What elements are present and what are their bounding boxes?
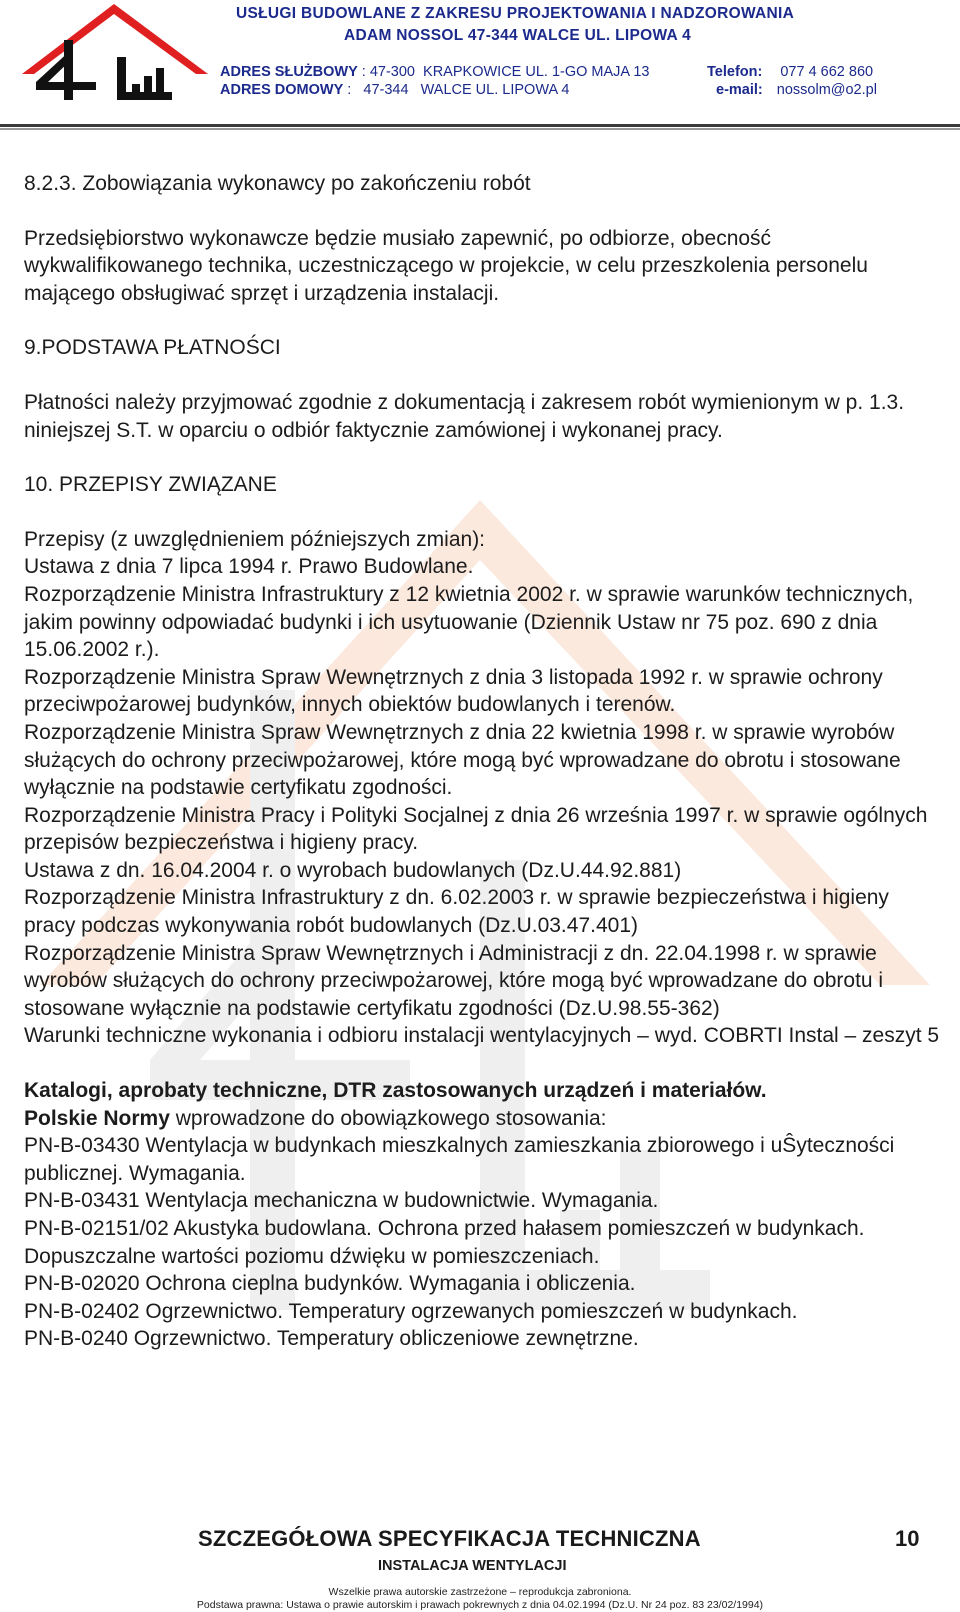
footer-subtitle: INSTALACJA WENTYLACJI bbox=[378, 1558, 567, 1574]
regulation-line: Przepisy (z uwzględnieniem późniejszych zmian): bbox=[24, 527, 486, 551]
regulation-line: Rozporządzenie Ministra Infrastruktury z dn. 6.02.2003 r. w sprawie bezpieczeństwa i higieny pracy podczas wykonywania robót budowlanych (Dz.U.03.47.401) bbox=[24, 886, 889, 938]
copyright-notice: Wszelkie prawa autorskie zastrzeżone – reprodukcja zabroniona. bbox=[328, 1586, 632, 1598]
polish-norms-intro bbox=[24, 1105, 944, 1133]
regulation-line: Rozporządzenie Ministra Spraw Wewnętrznych i Administracji z dn. 22.04.1998 r. w sprawie wyrobów służących do ochrony przeciwpożarowej, które mogą być wprowadzane do obrotu i stosowane wyłącznie na podstawie certyfikatu zgodności (Dz.U.98.55-362) bbox=[24, 941, 884, 1020]
phone: Telefon: 077 4 662 860 bbox=[707, 64, 874, 80]
norm-item: PN-B-0240 Ogrzewnictwo. Temperatury obliczeniowe zewnętrzne. bbox=[24, 1327, 639, 1351]
office-address-label: ADRES SŁUŻBOWY bbox=[220, 64, 358, 80]
document-body bbox=[24, 170, 944, 1353]
header-rule-shadow bbox=[0, 128, 960, 130]
email-value: nossolm@o2.pl bbox=[776, 82, 877, 98]
norm-item: PN-B-03430 Wentylacja w budynkach mieszkalnych zamieszkania zbiorowego i uŜyteczności publicznej. Wymagania. bbox=[24, 1134, 895, 1185]
header-rule bbox=[0, 124, 960, 127]
section-10-title: 10. PRZEPISY ZWIĄZANE bbox=[24, 473, 277, 497]
page-number: 10 bbox=[895, 1526, 920, 1551]
phone-label: Telefon bbox=[707, 64, 758, 80]
email: e-mail: nossolm@o2.pl bbox=[716, 82, 877, 98]
regulation-line: Rozporządzenie Ministra Spraw Wewnętrznych z dnia 3 listopada 1992 r. w sprawie ochrony przeciwpożarowej budynków, innych obiektów budowlanych i terenów. bbox=[24, 665, 883, 717]
company-name-line: USŁUGI BUDOWLANE Z ZAKRESU PROJEKTOWANIA I NADZOROWANIA bbox=[236, 5, 795, 22]
email-label: e-mail bbox=[716, 82, 758, 98]
section-9-text: Płatności należy przyjmować zgodnie z dokumentacją i zakresem robót wymienionym w p. 1.3. niniejszej S.T. w oparciu o odbiór faktycznie zamówionej i wykonanej pracy. bbox=[24, 390, 905, 442]
polish-norms-rest: wprowadzone do obowiązkowego stosowania: bbox=[169, 1106, 607, 1130]
section-8-2-3-text: Przedsiębiorstwo wykonawcze będzie musiało zapewnić, po odbiorze, obecność wykwalifikowanego technika, uczestniczącego w projekcie, w celu przeszkolenia personelu mającego obsługiwać sprzęt i urządzenia instalacji. bbox=[24, 226, 868, 305]
regulation-line: Rozporządzenie Ministra Infrastruktury z 12 kwietnia 2002 r. w sprawie warunków technicznych, jakim powinny odpowiadać budynki i ich usytuowanie (Dziennik Ustaw nr 75 poz. 690 z dnia 15.06.2002 r.). bbox=[24, 582, 914, 662]
section-9-title: 9.PODSTAWA PŁATNOŚCI bbox=[24, 336, 281, 360]
regulation-line: Rozporządzenie Ministra Pracy i Polityki Socjalnej z dnia 26 września 1997 r. w sprawie ogólnych przepisów bezpieczeństwa i higieny pracy. bbox=[24, 803, 928, 855]
norm-item: PN-B-02402 Ogrzewnictwo. Temperatury ogrzewanych pomieszczeń w budynkach. bbox=[24, 1299, 798, 1323]
norm-item: PN-B-02020 Ochrona cieplna budynków. Wymagania i obliczenia. bbox=[24, 1272, 636, 1296]
norm-item: PN-B-02151/02 Akustyka budowlana. Ochrona przed hałasem pomieszczeń w budynkach. Dopuszczalne wartości poziomu dźwięku w pomieszczeniach. bbox=[24, 1217, 865, 1268]
phone-value: 077 4 662 860 bbox=[780, 64, 874, 80]
company-owner-line: ADAM NOSSOL 47-344 WALCE UL. LIPOWA 4 bbox=[344, 27, 691, 44]
regulation-line: Warunki techniczne wykonania i odbioru instalacji wentylacyjnych – wyd. COBRTI Instal – zeszyt 5 bbox=[24, 1024, 940, 1048]
legal-basis-notice: Podstawa prawna: Ustawa o prawie autorskim i prawach pokrewnych z dnia 04.02.1994 (Dz.U. Nr 24 poz. 83 23/02/1994) bbox=[196, 1599, 764, 1611]
regulation-line: Ustawa z dnia 7 lipca 1994 r. Prawo Budowlane. bbox=[24, 555, 474, 579]
company-logo bbox=[22, 2, 208, 102]
office-address-value: : 47-300 KRAPKOWICE UL. 1-GO MAJA 13 bbox=[357, 64, 650, 80]
office-address bbox=[220, 64, 649, 80]
regulation-line: Rozporządzenie Ministra Spraw Wewnętrznych z dnia 22 kwietnia 1998 r. w sprawie wyrobów służących do ochrony przeciwpożarowej, które mogą być wprowadzane do obrotu i stosowane wyłącznie na podstawie certyfikatu zgodności. bbox=[24, 720, 901, 800]
catalogs-heading: Katalogi, aprobaty techniczne, DTR zastosowanych urządzeń i materiałów. bbox=[24, 1079, 767, 1103]
footer-document-title: SZCZEGÓŁOWA SPECYFIKACJA TECHNICZNA bbox=[198, 1526, 701, 1551]
polish-norms-label: Polskie Normy bbox=[24, 1106, 170, 1130]
norm-item: PN-B-03431 Wentylacja mechaniczna w budownictwie. Wymagania. bbox=[24, 1189, 659, 1213]
home-address bbox=[220, 82, 569, 98]
section-8-2-3-title: 8.2.3. Zobowiązania wykonawcy po zakończeniu robót bbox=[24, 172, 531, 195]
home-address-value: : 47-344 WALCE UL. LIPOWA 4 bbox=[343, 82, 570, 98]
regulation-line: Ustawa z dn. 16.04.2004 r. o wyrobach budowlanych (Dz.U.44.92.881) bbox=[24, 858, 682, 882]
home-address-label: ADRES DOMOWY bbox=[220, 82, 344, 98]
